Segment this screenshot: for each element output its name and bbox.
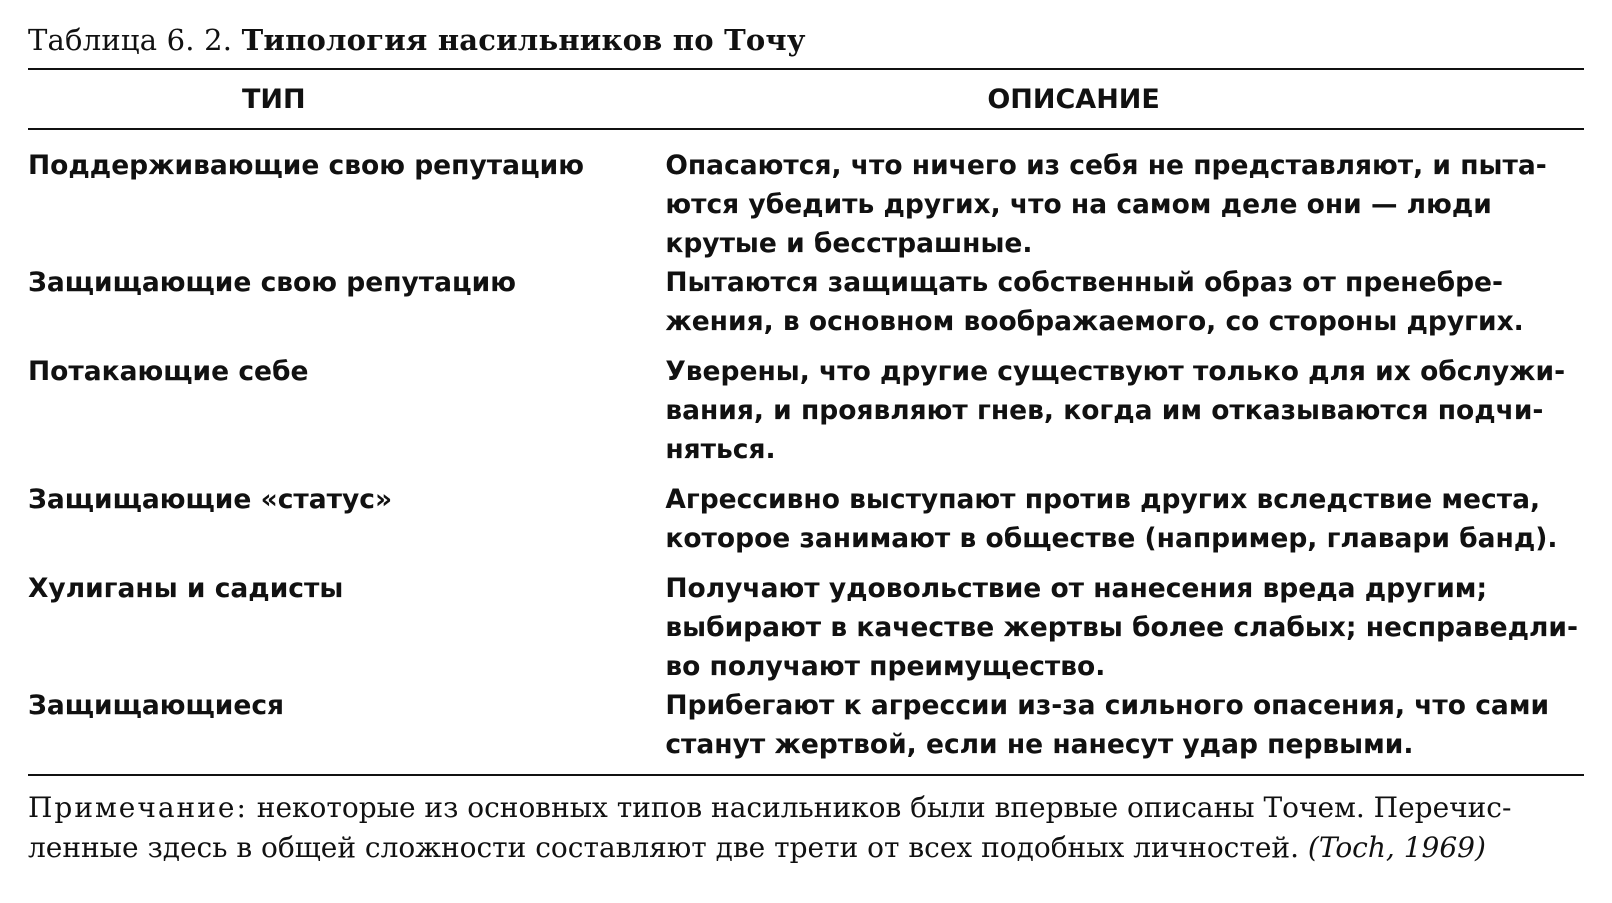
row-description	[665, 130, 1584, 263]
row-type: Поддерживающие свою репутацию	[28, 150, 584, 181]
row-type: Защищающие «статус»	[28, 484, 393, 515]
row-type: Защищающиеся	[28, 690, 285, 721]
table-row	[28, 686, 1584, 774]
row-description	[665, 341, 1584, 469]
table-number: Таблица 6. 2.	[28, 23, 233, 57]
description-line: Получают удовольствие от нанесения вреда другим;	[665, 573, 1488, 604]
header-type: ТИП	[242, 83, 306, 115]
description-line: вания, и проявляют гнев, когда им отказываются подчи-	[665, 395, 1544, 426]
description-line: Опасаются, что ничего из себя не представляют, и пыта-	[665, 150, 1547, 181]
table-row	[28, 263, 1584, 341]
description-line: Прибегают к агрессии из-за сильного опасения, что сами	[665, 690, 1550, 721]
note-text: ленные здесь в общей сложности составляют две трети от всех подобных личностей.	[28, 831, 1299, 864]
note-citation: (Toch, 1969)	[1307, 831, 1486, 864]
description-line: няться.	[665, 434, 776, 465]
table-title: Типология насильников по Точу	[241, 23, 806, 57]
table-header-row	[28, 70, 1584, 128]
document-page	[28, 18, 1584, 868]
row-type: Защищающие свою репутацию	[28, 267, 516, 298]
row-description	[665, 686, 1584, 774]
description-line: выбирают в качестве жертвы более слабых; несправедли-	[665, 612, 1578, 643]
row-description	[665, 263, 1584, 341]
note-label: Примечание:	[28, 791, 248, 824]
row-type: Хулиганы и садисты	[28, 573, 344, 604]
description-line: Уверены, что другие существуют только для их обслужи-	[665, 356, 1566, 387]
table-row	[28, 469, 1584, 558]
row-type: Потакающие себе	[28, 356, 309, 387]
description-line: во получают преимущество.	[665, 651, 1106, 682]
note-line	[28, 788, 1584, 828]
bottom-rule	[28, 774, 1584, 776]
description-line: Пытаются защищать собственный образ от пренебре-	[665, 267, 1504, 298]
table-row	[28, 558, 1584, 686]
table-caption	[28, 18, 1584, 62]
description-line: жения, в основном воображаемого, со стороны других.	[665, 306, 1524, 337]
row-description	[665, 469, 1584, 558]
description-line: крутые и бесстрашные.	[665, 228, 1033, 259]
row-description	[665, 558, 1584, 686]
description-line: которое занимают в обществе (например, главари банд).	[665, 523, 1558, 554]
table-row	[28, 130, 1584, 263]
header-description: ОПИСАНИЕ	[987, 83, 1160, 115]
typology-table	[28, 70, 1584, 774]
note-text: некоторые из основных типов насильников были впервые описаны Точем. Перечис-	[256, 791, 1512, 824]
table-note	[28, 788, 1584, 868]
description-line: Агрессивно выступают против других вследствие места,	[665, 484, 1541, 515]
description-line: станут жертвой, если не нанесут удар первыми.	[665, 729, 1414, 760]
description-line: ются убедить других, что на самом деле они — люди	[665, 189, 1492, 220]
note-line	[28, 828, 1584, 868]
table-row	[28, 341, 1584, 469]
